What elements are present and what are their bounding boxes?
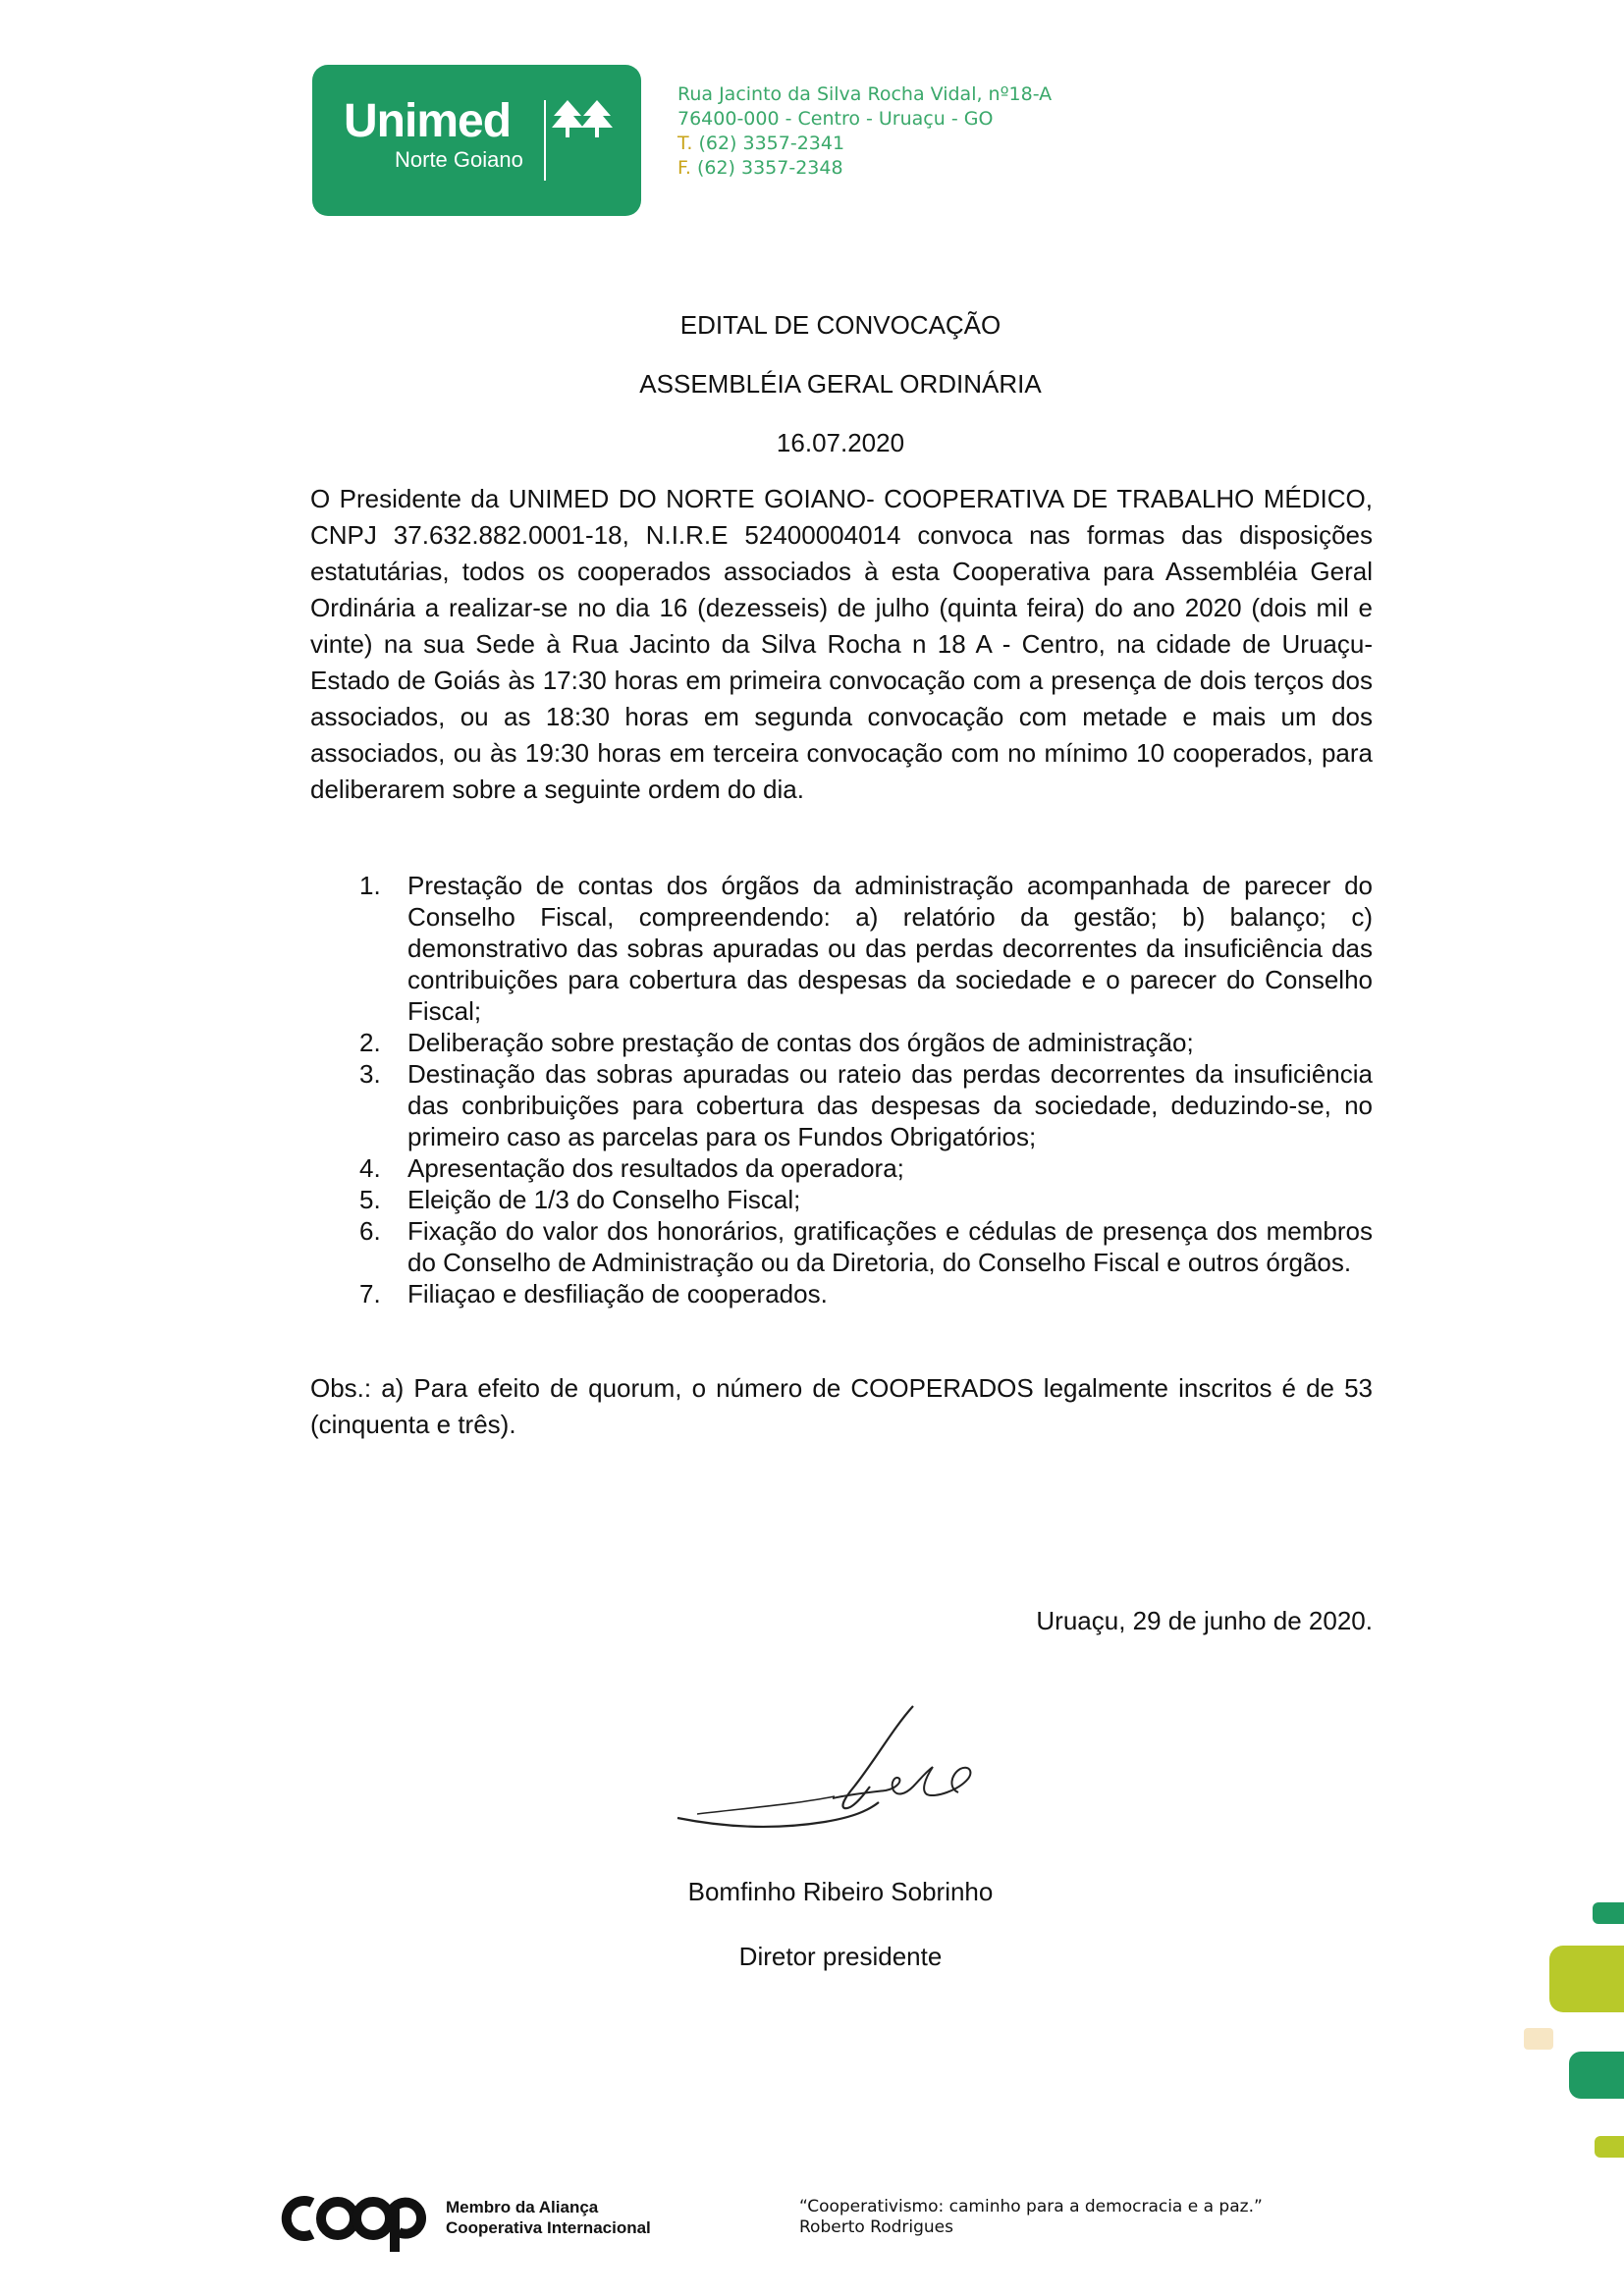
agenda-item-number: 2. bbox=[359, 1028, 381, 1057]
signer-name: Bomfinho Ribeiro Sobrinho bbox=[687, 1877, 994, 1906]
observation-note: Obs.: a) Para efeito de quorum, o número de COOPERADOS legalmente inscritos é de 53 (cinquenta e três). bbox=[310, 1373, 1373, 1439]
document-subtitle: ASSEMBLÉIA GERAL ORDINÁRIA bbox=[639, 369, 1042, 399]
document-title: EDITAL DE CONVOCAÇÃO bbox=[679, 310, 1001, 340]
agenda-item-text: Deliberação sobre prestação de contas dos órgãos de administração; bbox=[407, 1028, 1194, 1057]
convocation-paragraph: O Presidente da UNIMED DO NORTE GOIANO- COOPERATIVA DE TRABALHO MÉDICO, CNPJ 37.632.882.0001-18, N.I.R.E 52400004014 convoca nas formas das disposições estatutárias, todos os cooperados associados à esta Cooperativa para Assembléia Geral Ordinária a realizar-se no dia 16 (dezesseis) de julho (quinta feira) do ano 2020 (dois mil e vinte) na sua Sede à Rua Jacinto da Silva Rocha n 18 A - Centro, na cidade de Uruaçu- Estado de Goiás às 17:30 horas em primeira convocação com a presença de dois terços dos associados, ou as 18:30 horas em segunda convocação com metade e mais um dos associados, ou às 19:30 horas em terceira convocação com no mínimo 10 cooperados, para deliberarem sobre a seguinte ordem do dia. bbox=[310, 484, 1373, 804]
agenda-item-text: Prestação de contas dos órgãos da administração acompanhada de parecer do Conselho Fiscal, compreendendo: a) relatório da gestão; b) balanço; c) demonstrativo das sobras apuradas ou das perdas decorrentes da insuficiência das contribuições para cobertura das despesas da sociedade e o parecer do Conselho Fiscal; bbox=[407, 871, 1373, 1026]
agenda-item-number: 4. bbox=[359, 1153, 381, 1183]
document-date: 16.07.2020 bbox=[776, 428, 905, 457]
coop-logo bbox=[277, 2185, 444, 2254]
agenda-item-text: Apresentação dos resultados da operadora; bbox=[407, 1153, 904, 1183]
coop-membership-text bbox=[446, 2197, 651, 2238]
agenda-item-text: Filiaçao e desfiliação de cooperados. bbox=[407, 1279, 828, 1308]
agenda-item-text: Eleição de 1/3 do Conselho Fiscal; bbox=[407, 1185, 801, 1214]
quote-author: Roberto Rodrigues bbox=[799, 2217, 953, 2237]
phone-label: T. bbox=[677, 133, 693, 154]
agenda-item-number: 1. bbox=[359, 871, 381, 900]
address-phone-row bbox=[677, 132, 1052, 156]
coop-line1: Membro da Aliança bbox=[446, 2198, 599, 2216]
agenda-item bbox=[310, 1058, 1373, 1152]
unimed-logo bbox=[312, 65, 641, 216]
unimed-tree-icon bbox=[552, 96, 613, 145]
quote-text: “Cooperativismo: caminho para a democracia e a paz.” bbox=[799, 2197, 1263, 2216]
coop-line2: Cooperativa Internacional bbox=[446, 2218, 651, 2237]
logo-wordmark: Unimed bbox=[344, 95, 512, 147]
agenda-item bbox=[310, 1152, 1373, 1184]
agenda-item bbox=[310, 1184, 1373, 1215]
agenda-item bbox=[310, 1027, 1373, 1058]
agenda-item-number: 3. bbox=[359, 1059, 381, 1089]
decorative-block bbox=[1549, 1946, 1624, 2012]
fax-number: (62) 3357-2348 bbox=[696, 157, 843, 179]
place-and-date: Uruaçu, 29 de junho de 2020. bbox=[1036, 1606, 1373, 1635]
decorative-block bbox=[1524, 2028, 1553, 2050]
agenda-item bbox=[310, 1278, 1373, 1309]
agenda-item-text: Destinação das sobras apuradas ou rateio das perdas decorrentes da insuficiência das conbribuições para cobertura das despesas da sociedade, deduzindo-se, no primeiro caso as parcelas para os Fundos Obrigatórios; bbox=[407, 1059, 1373, 1151]
fax-label: F. bbox=[677, 157, 691, 179]
decorative-block bbox=[1595, 2136, 1624, 2158]
footer-quote bbox=[799, 2197, 1263, 2238]
address-city: 76400-000 - Centro - Uruaçu - GO bbox=[677, 108, 994, 130]
signature-image bbox=[668, 1688, 1041, 1845]
agenda-item-number: 7. bbox=[359, 1279, 381, 1308]
agenda-item-number: 5. bbox=[359, 1185, 381, 1214]
agenda-item-text: Fixação do valor dos honorários, gratificações e cédulas de presença dos membros do Conselho de Administração ou da Diretoria, do Conselho Fiscal e outros órgãos. bbox=[407, 1216, 1373, 1277]
logo-subtitle: Norte Goiano bbox=[395, 147, 523, 172]
agenda-item bbox=[310, 870, 1373, 1027]
logo-divider bbox=[544, 100, 546, 181]
agenda-item bbox=[310, 1215, 1373, 1278]
header-address bbox=[677, 82, 1052, 181]
signer-role: Diretor presidente bbox=[738, 1942, 943, 1971]
address-street: Rua Jacinto da Silva Rocha Vidal, nº18-A bbox=[677, 83, 1053, 105]
agenda-list bbox=[310, 870, 1373, 1309]
decorative-block bbox=[1593, 1902, 1624, 1924]
decorative-block bbox=[1569, 2052, 1624, 2099]
agenda-item-number: 6. bbox=[359, 1216, 381, 1246]
phone-number: (62) 3357-2341 bbox=[698, 133, 845, 154]
address-fax-row bbox=[677, 156, 1052, 181]
